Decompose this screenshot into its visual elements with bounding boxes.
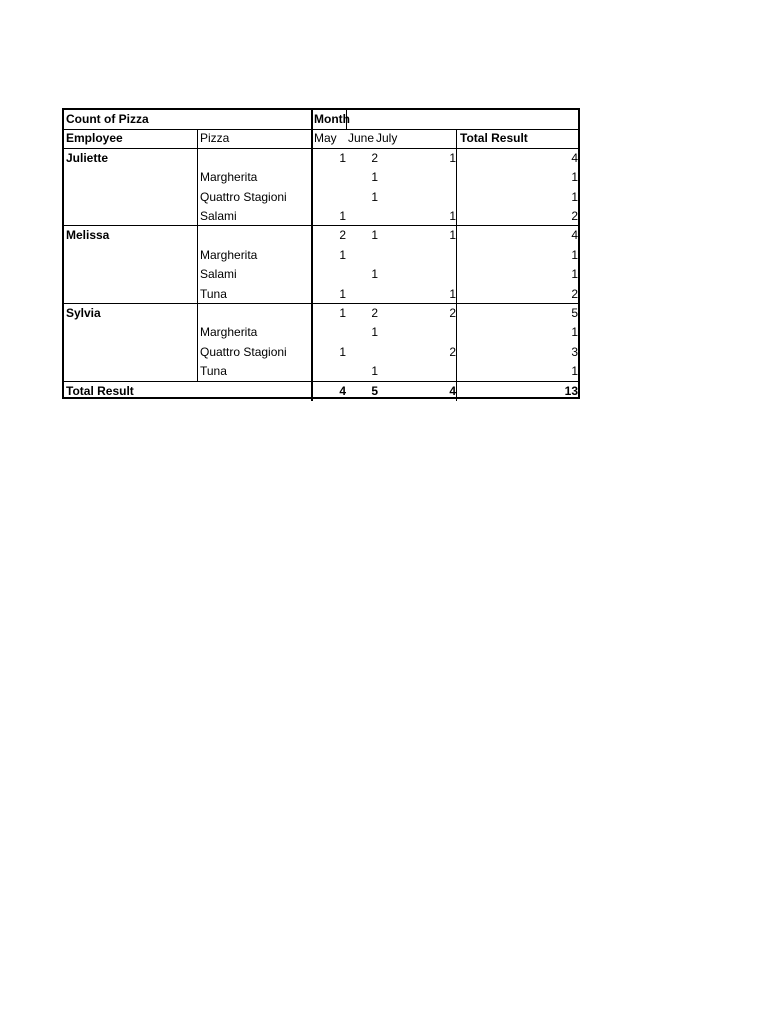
item-june: 1 — [371, 325, 378, 340]
column-field-label: Month — [314, 112, 350, 126]
item-july — [394, 168, 456, 187]
pizza-name: Margherita — [200, 325, 258, 340]
pizza-name: Salami — [200, 209, 237, 223]
item-may — [314, 188, 346, 207]
pivot-corner-title: Count of Pizza — [66, 112, 149, 126]
item-july — [394, 362, 456, 381]
pizza-name: Salami — [200, 267, 237, 282]
item-june: 1 — [371, 189, 378, 204]
subtotal-may: 1 — [339, 150, 346, 165]
pizza-name: Tuna — [200, 286, 227, 301]
item-july — [394, 246, 456, 265]
item-july: 1 — [449, 286, 456, 301]
column-divider — [197, 129, 198, 380]
item-may: 1 — [339, 209, 346, 223]
grand-total-june: 5 — [371, 383, 378, 398]
item-may: 1 — [339, 286, 346, 301]
item-total: 2 — [571, 286, 578, 301]
item-june — [348, 207, 378, 226]
subtotal-july: 1 — [449, 228, 456, 243]
row-divider — [64, 225, 578, 226]
column-divider — [456, 129, 457, 401]
row-header-pizza: Pizza — [200, 131, 230, 146]
row-divider — [64, 129, 578, 130]
subtotal-july: 2 — [449, 306, 456, 320]
pizza-name: Margherita — [200, 247, 258, 262]
item-may: 1 — [339, 344, 346, 359]
subtotal-june: 2 — [371, 306, 378, 320]
item-june — [348, 246, 378, 265]
item-july: 1 — [449, 209, 456, 223]
subtotal-may: 2 — [339, 228, 346, 243]
item-july: 2 — [449, 344, 456, 359]
month-header-may: May — [314, 131, 337, 146]
grand-total-july: 4 — [449, 383, 456, 398]
item-total: 2 — [571, 209, 578, 223]
month-header-july: July — [376, 131, 398, 146]
item-june — [348, 343, 378, 362]
item-july — [394, 188, 456, 207]
row-header-employee: Employee — [66, 131, 123, 146]
item-july — [394, 323, 456, 342]
employee-name: Melissa — [66, 228, 110, 243]
pizza-name: Margherita — [200, 170, 258, 185]
month-header-june: June — [348, 131, 375, 146]
row-divider — [64, 148, 578, 149]
item-total: 1 — [571, 189, 578, 204]
subtotal-july: 1 — [449, 150, 456, 165]
grand-total-label: Total Result — [66, 383, 134, 398]
item-may — [314, 265, 346, 284]
pizza-name: Tuna — [200, 364, 227, 379]
pizza-name: Quattro Stagioni — [200, 189, 287, 204]
item-total: 1 — [571, 170, 578, 185]
grand-total-may: 4 — [339, 383, 346, 398]
item-total: 1 — [571, 325, 578, 340]
item-total: 1 — [571, 364, 578, 379]
subtotal-total: 4 — [571, 228, 578, 243]
subtotal-june: 1 — [371, 228, 378, 243]
item-june: 1 — [371, 170, 378, 185]
total-result-header: Total Result — [460, 131, 528, 146]
item-june: 1 — [371, 267, 378, 282]
subtotal-june: 2 — [371, 150, 378, 165]
column-divider — [346, 110, 347, 129]
item-total: 1 — [571, 247, 578, 262]
subtotal-total: 5 — [571, 306, 578, 320]
item-may — [314, 168, 346, 187]
pizza-name: Quattro Stagioni — [200, 344, 287, 359]
item-june: 1 — [371, 364, 378, 379]
item-june — [348, 285, 378, 304]
row-divider — [64, 381, 578, 382]
item-july — [394, 265, 456, 284]
pivot-table — [62, 108, 580, 399]
grand-total-total: 13 — [564, 383, 578, 398]
item-total: 3 — [571, 344, 578, 359]
item-total: 1 — [571, 267, 578, 282]
subtotal-total: 4 — [571, 150, 578, 165]
row-divider — [64, 303, 578, 304]
item-may — [314, 323, 346, 342]
employee-name: Juliette — [66, 150, 109, 165]
column-divider — [311, 110, 313, 401]
subtotal-may: 1 — [339, 306, 346, 320]
item-may — [314, 362, 346, 381]
item-may: 1 — [339, 247, 346, 262]
employee-name: Sylvia — [66, 306, 101, 320]
